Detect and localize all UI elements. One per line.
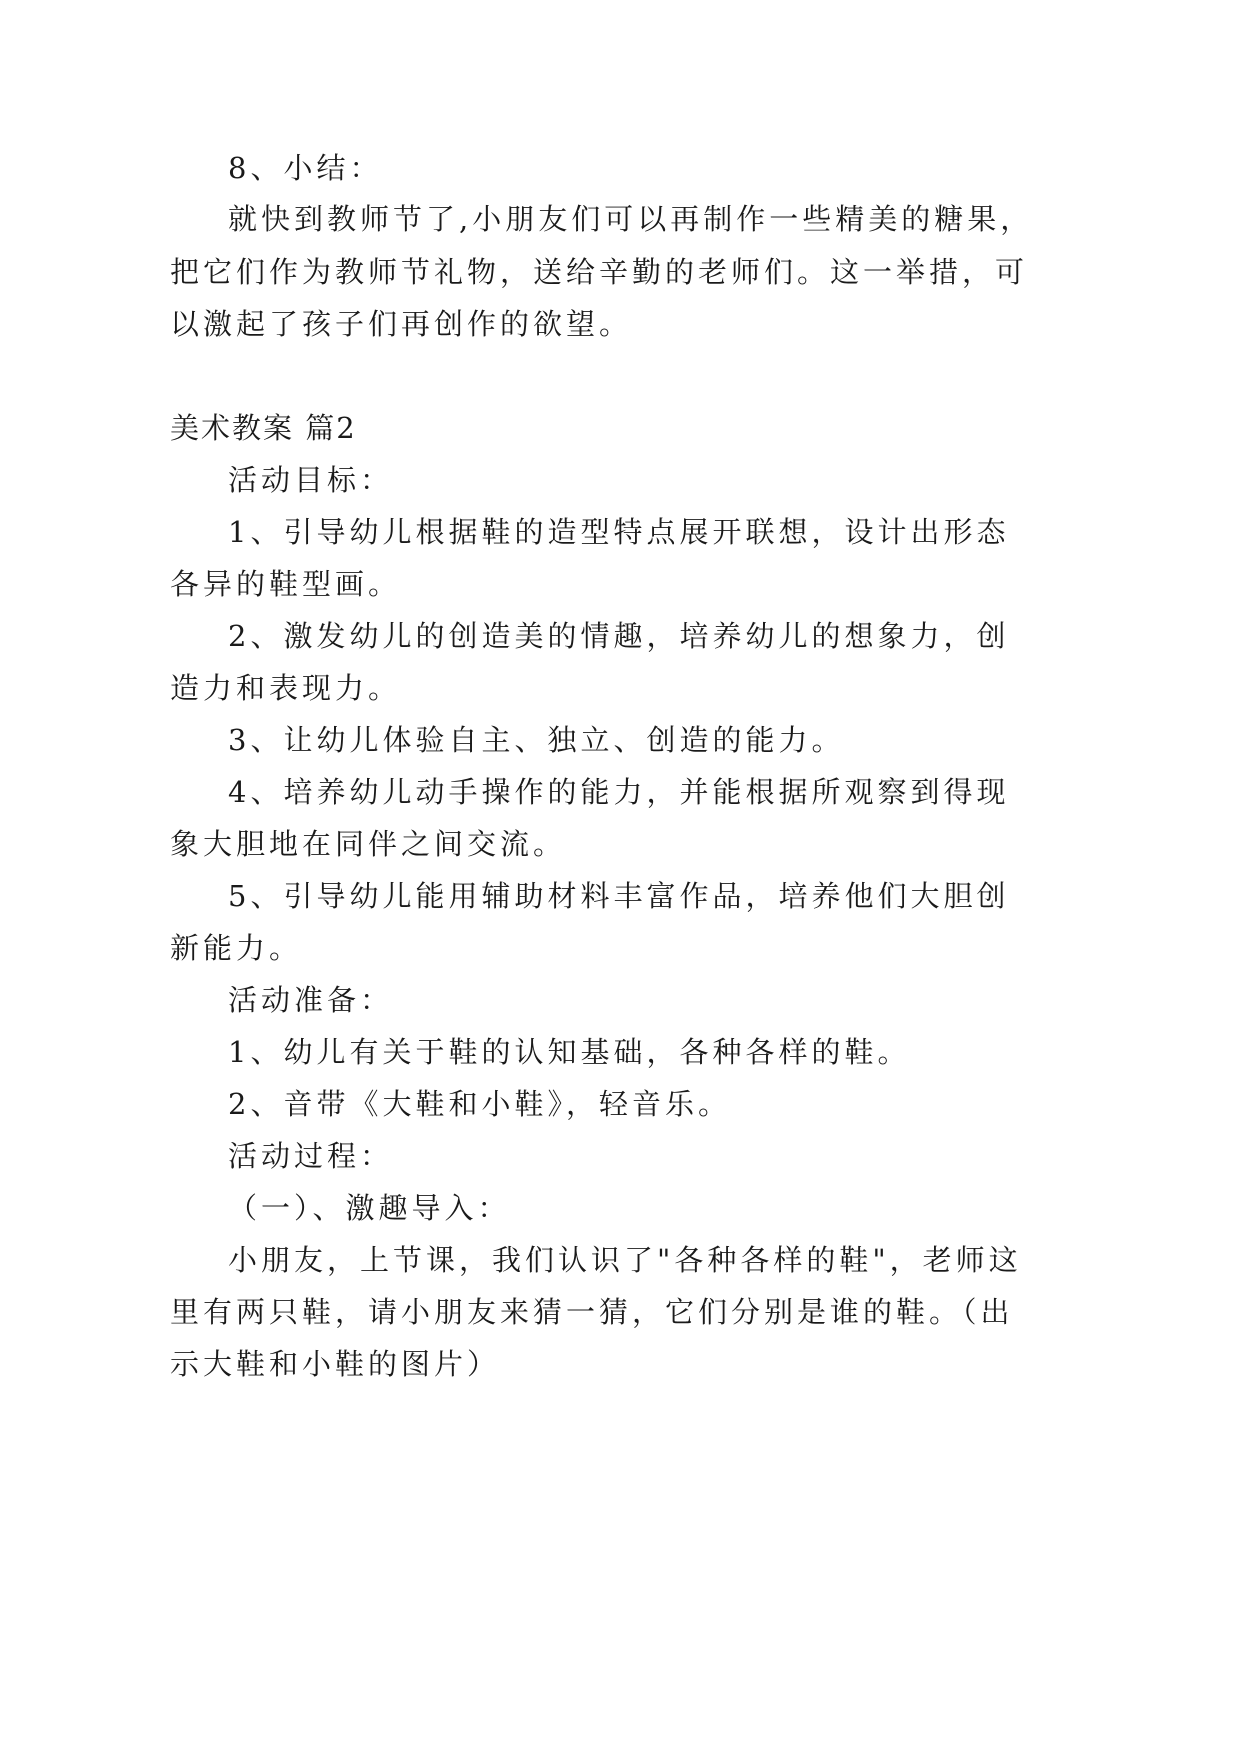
- goal-line: 3、让幼儿体验自主、独立、创造的能力。: [228, 723, 845, 757]
- summary-paragraph-line-1: 就快到教师节了,小朋友们可以再制作一些精美的糖果，: [228, 202, 1034, 236]
- prep-heading: 活动准备：: [228, 983, 394, 1017]
- goal-line: 造力和表现力。: [170, 671, 402, 705]
- summary-heading: 8、小结：: [228, 151, 383, 185]
- process-heading: 活动过程：: [228, 1139, 394, 1173]
- prep-line: 2、音带《大鞋和小鞋》，轻音乐。: [228, 1087, 731, 1121]
- goal-line: 4、培养幼儿动手操作的能力，并能根据所观察到得现: [228, 775, 1010, 809]
- summary-paragraph-line-2: 把它们作为教师节礼物，送给辛勤的老师们。这一举措，可: [170, 255, 1029, 289]
- goal-line: 各异的鞋型画。: [170, 567, 402, 601]
- prep-line: 1、幼儿有关于鞋的认知基础，各种各样的鞋。: [228, 1035, 911, 1069]
- goal-line: 1、引导幼儿根据鞋的造型特点展开联想，设计出形态: [228, 515, 1010, 549]
- step1-heading: （一）、激趣导入：: [228, 1191, 511, 1225]
- goal-line: 5、引导幼儿能用辅助材料丰富作品，培养他们大胆创: [228, 879, 1010, 913]
- step1-line: 小朋友，上节课，我们认识了"各种各样的鞋"，老师这: [228, 1243, 1022, 1277]
- section-title: 美术教案 篇2: [170, 411, 357, 445]
- goal-line: 2、激发幼儿的创造美的情趣，培养幼儿的想象力，创: [228, 619, 1010, 653]
- step1-line: 里有两只鞋，请小朋友来猜一猜，它们分别是谁的鞋。（出: [170, 1295, 1014, 1329]
- goal-line: 新能力。: [170, 931, 303, 965]
- goal-line: 象大胆地在同伴之间交流。: [170, 827, 567, 861]
- step1-line: 示大鞋和小鞋的图片）: [170, 1347, 501, 1381]
- goals-heading: 活动目标：: [228, 463, 394, 497]
- summary-paragraph-line-3: 以激起了孩子们再创作的欲望。: [170, 307, 633, 341]
